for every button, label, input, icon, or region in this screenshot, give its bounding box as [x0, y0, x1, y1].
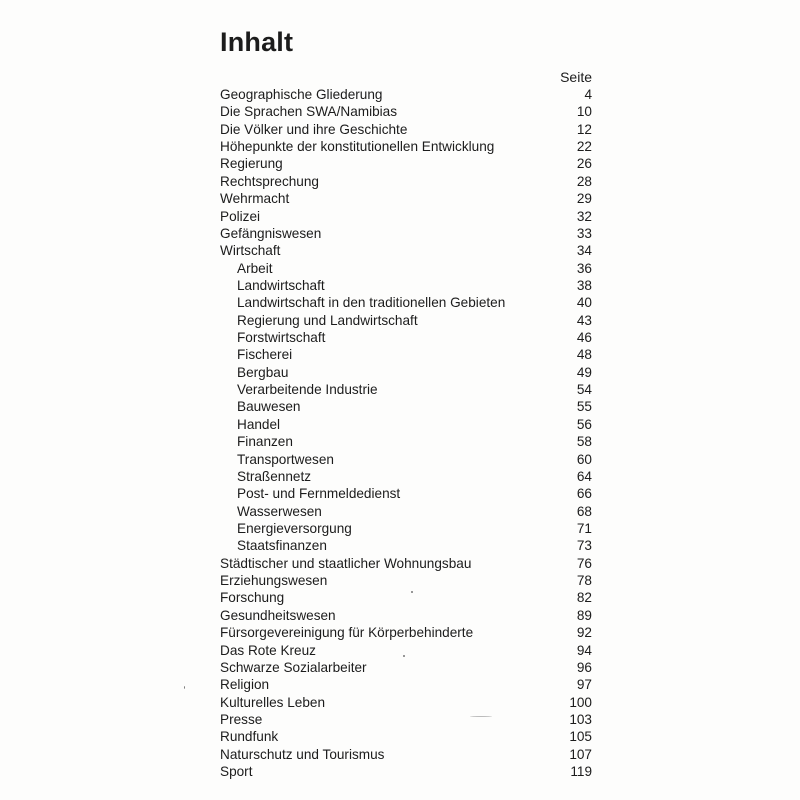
toc-entry: [220, 676, 592, 693]
toc-entry: [220, 537, 592, 554]
paper-speck: [411, 591, 413, 593]
toc-entry: [220, 728, 592, 745]
toc-entry: [220, 416, 592, 433]
toc-entry-page-number: 73: [576, 538, 592, 554]
toc-entry-page-number: 119: [570, 764, 592, 780]
toc-entry-page-number: 36: [576, 260, 592, 276]
toc-entry-label: Fürsorgevereinigung für Körperbehinderte: [220, 625, 474, 641]
toc-entry-page-number: 4: [584, 87, 592, 102]
toc-entry: [220, 260, 592, 277]
toc-entry-label: Die Sprachen SWA/Namibias: [220, 104, 398, 120]
toc-entry: [220, 86, 592, 103]
toc-entry-label: Forschung: [220, 590, 285, 606]
toc-entry-page-number: 22: [576, 139, 592, 155]
toc-entry-page-number: 71: [576, 520, 592, 536]
toc-entry: [220, 746, 592, 763]
toc-entry-page-number: 78: [576, 573, 592, 589]
toc-entry-page-number: 29: [576, 191, 592, 207]
toc-entry-label: Sport: [220, 764, 253, 780]
toc-entry: [220, 103, 592, 120]
toc-entry-label: Höhepunkte der konstitutionellen Entwicklung: [220, 139, 495, 155]
toc-entry: [220, 624, 592, 641]
toc-entry-page-number: 60: [576, 451, 592, 467]
toc-entry: [220, 312, 592, 329]
toc-entry-label: Erziehungswesen: [220, 573, 328, 589]
toc-entry: [220, 294, 592, 311]
toc-entry-page-number: 32: [576, 208, 592, 224]
toc-entry-page-number: 10: [576, 104, 592, 120]
toc-entry: [220, 555, 592, 572]
toc-entry-label: Landwirtschaft in den traditionellen Gebieten: [237, 295, 506, 311]
toc-entry: [220, 242, 592, 259]
toc-entry-label: Bauwesen: [237, 399, 301, 415]
toc-entry: [220, 503, 592, 520]
toc-entry-page-number: 97: [576, 677, 592, 693]
toc-entry-label: Bergbau: [237, 364, 289, 380]
toc-entry: [220, 659, 592, 676]
toc-entry-label: Landwirtschaft: [237, 277, 325, 293]
toc-entry: [220, 346, 592, 363]
toc-entry-page-number: 12: [576, 121, 592, 137]
toc-entry-label: Arbeit: [237, 260, 273, 276]
toc-entry-page-number: 34: [576, 243, 592, 259]
toc-entry: [220, 711, 592, 728]
toc-entry-page-number: 46: [576, 330, 592, 346]
toc-entry-page-number: 105: [569, 729, 592, 745]
toc-entry: [220, 485, 592, 502]
toc-entry: [220, 138, 592, 155]
toc-entry-page-number: 28: [576, 173, 592, 189]
toc-entry-label: Wirtschaft: [220, 243, 281, 259]
toc-entry-label: Gesundheitswesen: [220, 607, 336, 623]
toc-entry-label: Rechtsprechung: [220, 173, 319, 189]
toc-entry: [220, 589, 592, 606]
toc-entry-page-number: 26: [576, 156, 592, 172]
toc-entry: [220, 607, 592, 624]
toc-entry-label: Straßennetz: [237, 468, 312, 484]
toc-entry-label: Kulturelles Leben: [220, 694, 326, 710]
toc-entry-label: Geographische Gliederung: [220, 87, 383, 102]
toc-entry: [220, 225, 592, 242]
toc-entry-label: Schwarze Sozialarbeiter: [220, 659, 367, 675]
toc-entry-page-number: 107: [569, 746, 592, 762]
toc-entry-label: Forstwirtschaft: [237, 330, 326, 346]
table-of-contents: [220, 86, 592, 780]
toc-entry: [220, 208, 592, 225]
toc-entry: [220, 155, 592, 172]
toc-entry-label: Gefängniswesen: [220, 225, 322, 241]
toc-entry-page-number: 33: [576, 225, 592, 241]
toc-entry-label: Polizei: [220, 208, 261, 224]
toc-entry-label: Religion: [220, 677, 270, 693]
paper-speck: [403, 655, 405, 657]
toc-entry-page-number: 55: [576, 399, 592, 415]
toc-entry-page-number: 96: [576, 659, 592, 675]
toc-entry-label: Die Völker und ihre Geschichte: [220, 121, 408, 137]
toc-entry-page-number: 56: [576, 416, 592, 432]
toc-entry-label: Naturschutz und Tourismus: [220, 746, 385, 762]
toc-entry-label: Handel: [237, 416, 281, 432]
toc-entry: [220, 468, 592, 485]
toc-entry-label: Städtischer und staatlicher Wohnungsbau: [220, 555, 472, 571]
toc-entry: [220, 763, 592, 780]
toc-entry-page-number: 66: [576, 486, 592, 502]
toc-entry-page-number: 49: [576, 364, 592, 380]
toc-entry: [220, 520, 592, 537]
toc-entry-label: Staatsfinanzen: [237, 538, 327, 554]
toc-entry: [220, 277, 592, 294]
toc-entry-page-number: 58: [576, 434, 592, 450]
toc-entry-page-number: 68: [576, 503, 592, 519]
toc-entry-label: Regierung: [220, 156, 283, 172]
toc-entry-label: Regierung und Landwirtschaft: [237, 312, 418, 328]
toc-entry-page-number: 48: [576, 347, 592, 363]
page-column-header: Seite: [560, 69, 592, 85]
toc-entry-page-number: 64: [576, 468, 592, 484]
paper-speck: [470, 716, 492, 717]
toc-entry: [220, 329, 592, 346]
toc-entry: [220, 190, 592, 207]
toc-entry: [220, 173, 592, 190]
toc-entry: [220, 572, 592, 589]
toc-entry: [220, 364, 592, 381]
toc-entry: [220, 121, 592, 138]
toc-entry: [220, 642, 592, 659]
toc-entry-label: Wehrmacht: [220, 191, 290, 207]
toc-entry-label: Das Rote Kreuz: [220, 642, 316, 658]
toc-entry-page-number: 92: [576, 625, 592, 641]
toc-entry-label: Post- und Fernmeldedienst: [237, 486, 401, 502]
toc-entry: [220, 398, 592, 415]
page-title: Inhalt: [220, 27, 294, 57]
toc-entry: [220, 451, 592, 468]
toc-entry-page-number: 40: [576, 295, 592, 311]
toc-entry-label: Presse: [220, 711, 263, 727]
toc-entry-label: Rundfunk: [220, 729, 279, 745]
toc-entry-label: Fischerei: [237, 347, 293, 363]
toc-entry-label: Verarbeitende Industrie: [237, 382, 378, 398]
toc-entry-label: Wasserwesen: [237, 503, 322, 519]
paper-speck: [184, 686, 185, 689]
toc-entry-label: Energieversorgung: [237, 520, 352, 536]
toc-entry-page-number: 100: [569, 694, 592, 710]
toc-entry-page-number: 54: [576, 382, 592, 398]
toc-entry-label: Transportwesen: [237, 451, 334, 467]
toc-entry: [220, 381, 592, 398]
toc-entry: [220, 694, 592, 711]
toc-entry-page-number: 38: [576, 277, 592, 293]
toc-entry-page-number: 76: [576, 555, 592, 571]
toc-entry-label: Finanzen: [237, 434, 293, 450]
toc-entry-page-number: 103: [569, 711, 592, 727]
toc-entry: [220, 433, 592, 450]
toc-entry-page-number: 89: [576, 607, 592, 623]
toc-entry-page-number: 43: [576, 312, 592, 328]
toc-entry-page-number: 82: [576, 590, 592, 606]
toc-entry-page-number: 94: [576, 642, 592, 658]
